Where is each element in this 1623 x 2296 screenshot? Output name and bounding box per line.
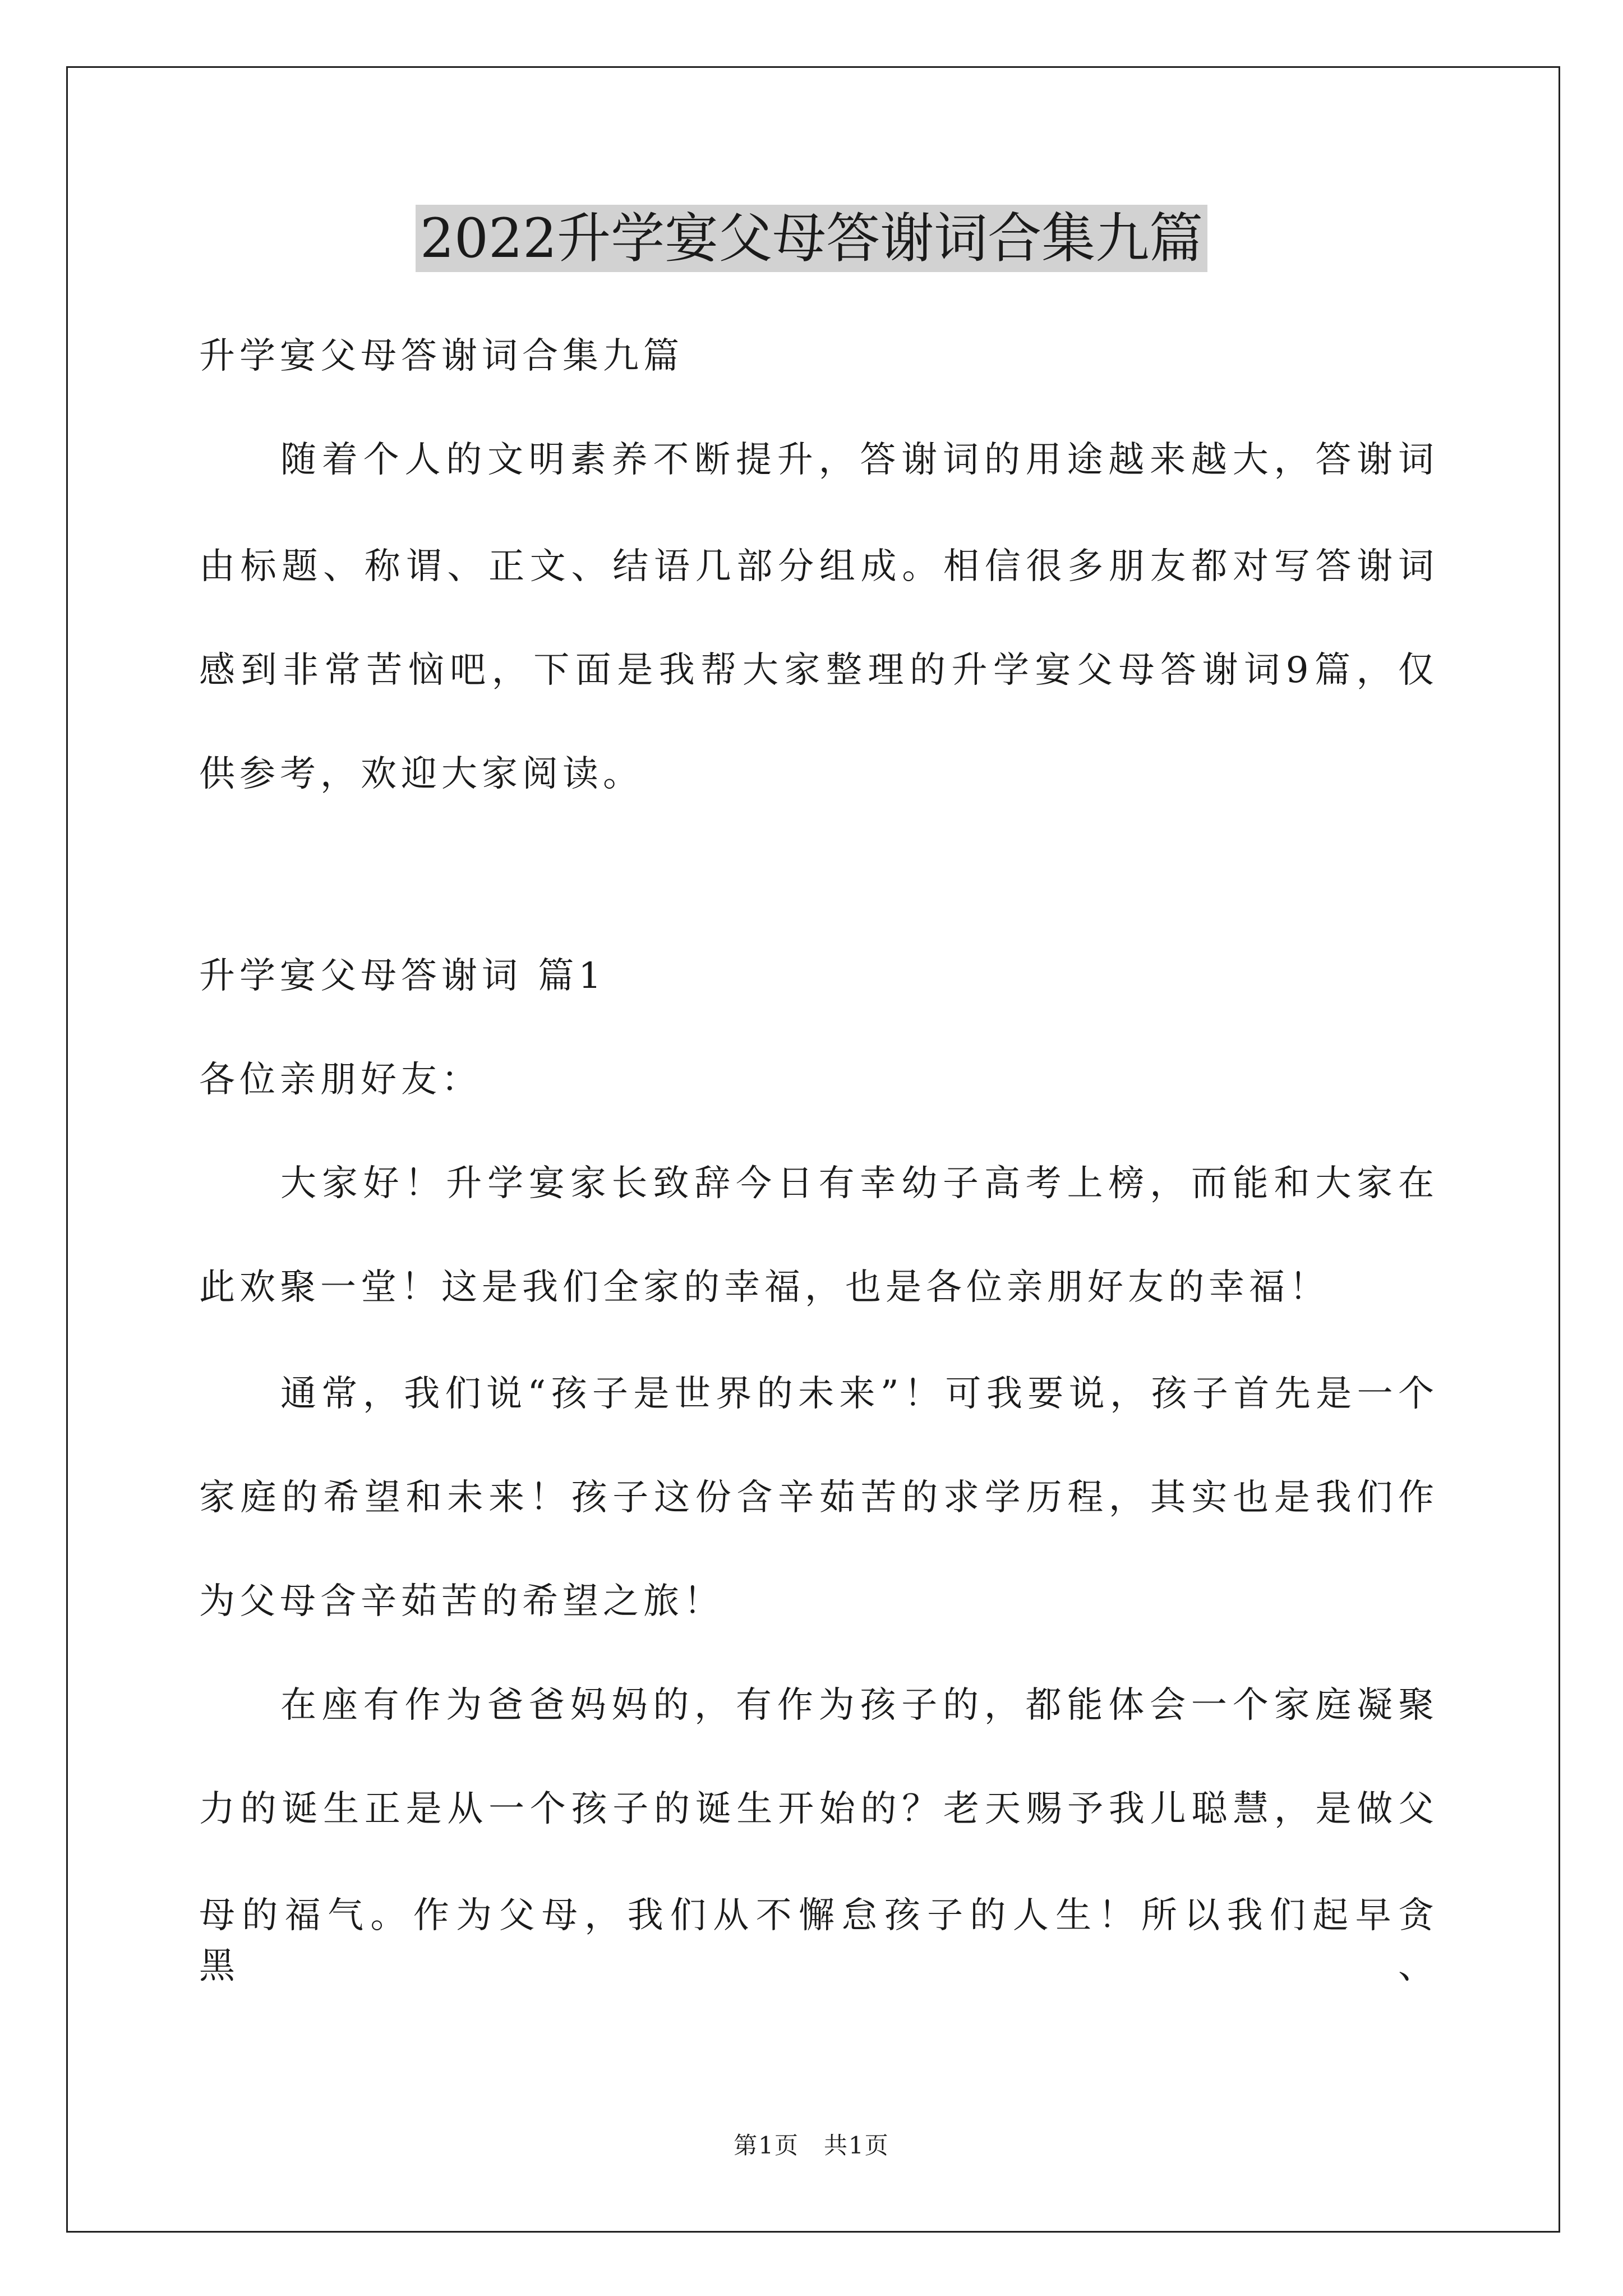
document-subtitle: 升学宴父母答谢词合集九篇 [199,335,684,377]
section-heading: 升学宴父母答谢词 篇1 [199,955,606,997]
document-title [0,202,1623,275]
body-line-6: 在座有作为爸爸妈妈的，有作为孩子的，都能体会一个家庭凝聚 [280,1685,1438,1726]
body-line-7: 力的诞生正是从一个孩子的诞生开始的？老天赐予我儿聪慧，是做父 [199,1788,1438,1830]
intro-line-1: 随着个人的文明素养不断提升，答谢词的用途越来越大，答谢词 [280,439,1438,481]
body-line-1: 大家好！升学宴家长致辞今日有幸幼子高考上榜，而能和大家在 [280,1163,1438,1204]
body-line-5: 为父母含辛茹苦的希望之旅！ [199,1581,724,1622]
document-title-text: 2022升学宴父母答谢词合集九篇 [416,205,1207,272]
body-line-4: 家庭的希望和未来！孩子这份含辛茹苦的求学历程，其实也是我们作 [199,1477,1438,1519]
body-line-2: 此欢聚一堂！这是我们全家的幸福，也是各位亲朋好友的幸福！ [199,1267,1330,1308]
intro-line-3: 感到非常苦恼吧，下面是我帮大家整理的升学宴父母答谢词9篇，仅 [199,650,1438,691]
body-line-8: 母的福气。作为父母，我们从不懈怠孩子的人生！所以我们起早贪黑、 [199,1895,1438,1987]
body-line-3: 通常，我们说“孩子是世界的未来”！可我要说，孩子首先是一个 [280,1373,1438,1415]
page-footer: 第1页 共1页 [734,2132,889,2159]
intro-line-4: 供参考，欢迎大家阅读。 [199,753,643,795]
intro-line-2: 由标题、称谓、正文、结语几部分组成。相信很多朋友都对写答谢词 [199,546,1438,587]
salutation: 各位亲朋好友： [199,1059,482,1101]
